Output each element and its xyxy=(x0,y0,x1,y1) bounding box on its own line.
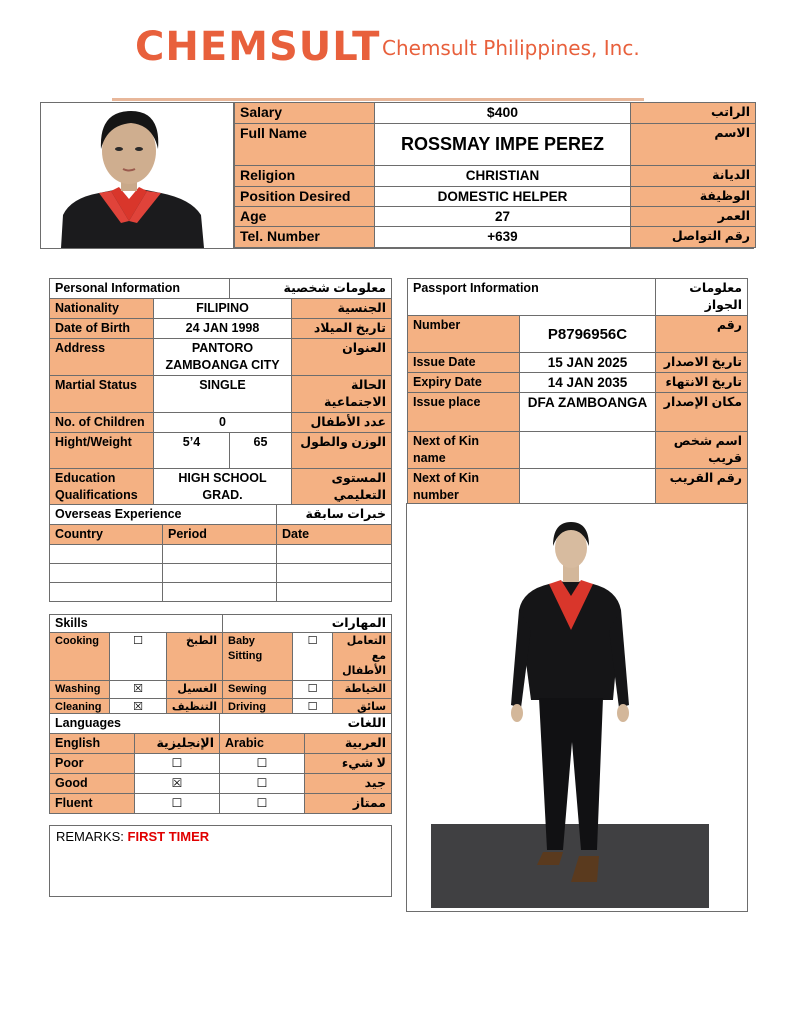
passport-number-value: P8796956C xyxy=(520,316,656,353)
table-row xyxy=(50,583,392,602)
poor-arabic-checkbox[interactable]: ☐ xyxy=(220,754,305,774)
overseas-col-country: Country xyxy=(50,525,163,545)
skill-cleaning-checkbox[interactable]: ☒ xyxy=(110,699,167,717)
remarks-label: REMARKS: xyxy=(56,829,124,844)
kin-name-value xyxy=(520,432,656,469)
level-poor-label: Poor xyxy=(50,754,135,774)
age-value: 27 xyxy=(375,207,631,227)
kin-number-value xyxy=(520,469,656,506)
level-good-label: Good xyxy=(50,774,135,794)
issue-place-arabic: مكان الإصدار xyxy=(656,393,748,432)
fluent-arabic-checkbox[interactable]: ☐ xyxy=(220,794,305,814)
languages-title-ar: اللغات xyxy=(220,714,392,734)
passport-number-label: Number xyxy=(408,316,520,353)
overseas-experience-table xyxy=(49,504,392,602)
skills-title-ar: المهارات xyxy=(223,615,392,633)
children-label: No. of Children xyxy=(50,413,154,433)
overseas-title: Overseas Experience xyxy=(50,505,277,525)
marital-value: SINGLE xyxy=(154,376,292,413)
nationality-arabic: الجنسية xyxy=(292,299,392,319)
skill-babysitting-arabic: التعامل مع الأطفال xyxy=(333,633,392,681)
skill-babysitting-label: Baby Sitting xyxy=(223,633,293,681)
table-row xyxy=(50,564,392,583)
headshot-photo xyxy=(41,103,234,248)
language-arabic-arabic: العربية xyxy=(305,734,392,754)
education-value: HIGH SCHOOL GRAD. xyxy=(154,469,292,506)
position-arabic: الوظيفة xyxy=(631,187,756,207)
height-value: 5’4 xyxy=(154,433,230,469)
issue-date-arabic: تاريخ الاصدار xyxy=(656,353,748,373)
level-fluent-arabic: ممتاز xyxy=(305,794,392,814)
level-fluent-label: Fluent xyxy=(50,794,135,814)
full-name-arabic: الاسم xyxy=(631,124,756,166)
skill-cooking-label: Cooking xyxy=(50,633,110,681)
religion-arabic: الديانة xyxy=(631,166,756,187)
religion-label: Religion xyxy=(235,166,375,187)
education-label: Education Qualifications xyxy=(50,469,154,506)
height-weight-arabic: الوزن والطول xyxy=(292,433,392,469)
full-name-value: ROSSMAY IMPE PEREZ xyxy=(375,124,631,166)
language-english-label: English xyxy=(50,734,135,754)
children-value: 0 xyxy=(154,413,292,433)
expiry-date-value: 14 JAN 2035 xyxy=(520,373,656,393)
age-arabic: العمر xyxy=(631,207,756,227)
full-name-label: Full Name xyxy=(235,124,375,166)
header-divider xyxy=(112,98,644,101)
height-weight-label: Hight/Weight xyxy=(50,433,154,469)
company-logo xyxy=(135,24,381,70)
top-info-block xyxy=(40,102,754,249)
tel-value: +639 xyxy=(375,227,631,248)
expiry-date-label: Expiry Date xyxy=(408,373,520,393)
salary-arabic: الراتب xyxy=(631,103,756,124)
nationality-label: Nationality xyxy=(50,299,154,319)
children-arabic: عدد الأطفال xyxy=(292,413,392,433)
passport-info-title: Passport Information xyxy=(408,279,656,316)
salary-label: Salary xyxy=(235,103,375,124)
top-info-table xyxy=(234,102,756,248)
skill-sewing-arabic: الخياطة xyxy=(333,681,392,699)
skill-cleaning-label: Cleaning xyxy=(50,699,110,717)
skill-driving-label: Driving xyxy=(223,699,293,717)
passport-number-arabic: رقم xyxy=(656,316,748,353)
skill-washing-arabic: الغسيل xyxy=(167,681,223,699)
tel-arabic: رقم التواصل xyxy=(631,227,756,248)
skill-cleaning-arabic: التنظيف xyxy=(167,699,223,717)
issue-place-value: DFA ZAMBOANGA xyxy=(520,393,656,432)
full-body-photo-frame xyxy=(406,503,748,912)
skill-washing-checkbox[interactable]: ☒ xyxy=(110,681,167,699)
logo-text: CHEMSULT xyxy=(135,24,381,70)
nationality-value: FILIPINO xyxy=(154,299,292,319)
kin-number-label: Next of Kin number xyxy=(408,469,520,506)
skill-sewing-label: Sewing xyxy=(223,681,293,699)
marital-arabic: الحالة الاجتماعية xyxy=(292,376,392,413)
full-body-photo xyxy=(431,510,709,908)
skill-driving-arabic: سائق xyxy=(333,699,392,717)
overseas-col-date: Date xyxy=(277,525,392,545)
portrait-image xyxy=(41,103,234,248)
position-value: DOMESTIC HELPER xyxy=(375,187,631,207)
remarks-box xyxy=(49,825,392,897)
skill-driving-checkbox[interactable]: ☐ xyxy=(293,699,333,717)
skill-sewing-checkbox[interactable]: ☐ xyxy=(293,681,333,699)
kin-name-arabic: اسم شخص قريب xyxy=(656,432,748,469)
language-english-arabic: الإنجليزية xyxy=(135,734,220,754)
skills-title: Skills xyxy=(50,615,223,633)
issue-date-label: Issue Date xyxy=(408,353,520,373)
weight-value: 65 xyxy=(230,433,292,469)
issue-place-label: Issue place xyxy=(408,393,520,432)
personal-info-table xyxy=(49,278,392,506)
skill-washing-label: Washing xyxy=(50,681,110,699)
good-english-checkbox[interactable]: ☒ xyxy=(135,774,220,794)
remarks-value: FIRST TIMER xyxy=(127,829,210,844)
fluent-english-checkbox[interactable]: ☐ xyxy=(135,794,220,814)
personal-info-title-ar: معلومات شخصية xyxy=(230,279,392,299)
languages-title: Languages xyxy=(50,714,220,734)
overseas-col-period: Period xyxy=(163,525,277,545)
marital-label: Martial Status xyxy=(50,376,154,413)
education-arabic: المستوى التعليمي xyxy=(292,469,392,506)
table-row xyxy=(50,545,392,564)
good-arabic-checkbox[interactable]: ☐ xyxy=(220,774,305,794)
poor-english-checkbox[interactable]: ☐ xyxy=(135,754,220,774)
age-label: Age xyxy=(235,207,375,227)
tel-label: Tel. Number xyxy=(235,227,375,248)
language-arabic-label: Arabic xyxy=(220,734,305,754)
address-label: Address xyxy=(50,339,154,376)
kin-name-label: Next of Kin name xyxy=(408,432,520,469)
salary-value: $400 xyxy=(375,103,631,124)
level-good-arabic: جيد xyxy=(305,774,392,794)
position-label: Position Desired xyxy=(235,187,375,207)
skill-cooking-checkbox[interactable]: ☐ xyxy=(110,633,167,681)
dob-arabic: تاريخ الميلاد xyxy=(292,319,392,339)
kin-number-arabic: رقم القريب xyxy=(656,469,748,506)
company-name: Chemsult Philippines, Inc. xyxy=(382,36,640,60)
address-arabic: العنوان xyxy=(292,339,392,376)
passport-info-title-ar: معلومات الجواز xyxy=(656,279,748,316)
expiry-date-arabic: تاريخ الانتهاء xyxy=(656,373,748,393)
dob-value: 24 JAN 1998 xyxy=(154,319,292,339)
address-value: PANTORO ZAMBOANGA CITY xyxy=(154,339,292,376)
religion-value: CHRISTIAN xyxy=(375,166,631,187)
issue-date-value: 15 JAN 2025 xyxy=(520,353,656,373)
level-poor-arabic: لا شيء xyxy=(305,754,392,774)
personal-info-title: Personal Information xyxy=(50,279,230,299)
languages-table xyxy=(49,713,392,814)
dob-label: Date of Birth xyxy=(50,319,154,339)
skill-cooking-arabic: الطبخ xyxy=(167,633,223,681)
passport-info-table xyxy=(407,278,748,506)
skills-table xyxy=(49,614,392,717)
overseas-title-ar: خبرات سابقة xyxy=(277,505,392,525)
skill-babysitting-checkbox[interactable]: ☐ xyxy=(293,633,333,681)
